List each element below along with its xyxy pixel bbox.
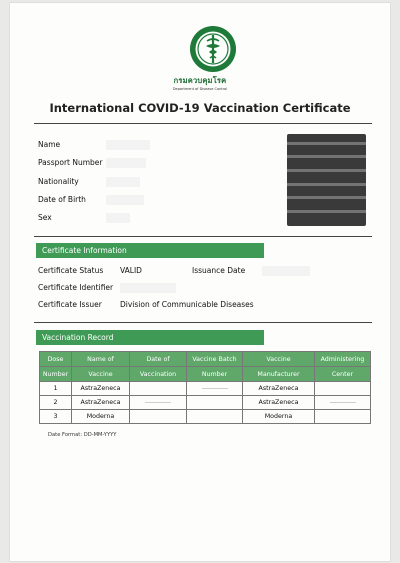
vaccine-name-cell: AstraZeneca xyxy=(72,396,130,410)
certificate-issuer-label: Certificate Issuer xyxy=(38,300,102,309)
column-header: Vaccine xyxy=(72,367,130,382)
redacted-sex xyxy=(106,213,130,223)
column-header: Number xyxy=(187,367,243,382)
manufacturer-cell: AstraZeneca xyxy=(243,396,315,410)
column-header: Manufacturer xyxy=(243,367,315,382)
certificate-status-value: VALID xyxy=(120,266,142,275)
column-header: Center xyxy=(315,367,371,382)
manufacturer-cell: Moderna xyxy=(243,410,315,424)
vaccination-record-header: Vaccination Record xyxy=(36,330,264,345)
redacted-name xyxy=(106,140,150,150)
redacted-center-cell xyxy=(315,410,371,424)
redacted-batch-cell xyxy=(187,410,243,424)
column-header: Date of xyxy=(130,352,187,367)
certificate-divider xyxy=(34,322,372,323)
redacted-nationality xyxy=(106,177,140,187)
table-row xyxy=(40,382,371,396)
page-title: International COVID-19 Vaccination Certificate xyxy=(49,101,351,115)
ministry-name-english: Department of Disease Control xyxy=(172,87,228,91)
nationality-label: Nationality xyxy=(38,177,79,186)
vaccine-name-cell: AstraZeneca xyxy=(72,382,130,396)
table-header-row-bottom xyxy=(40,367,371,382)
certificate-issuer-value: Division of Communicable Diseases xyxy=(120,300,254,309)
issuance-date-label: Issuance Date xyxy=(192,266,246,275)
redacted-certificate-identifier xyxy=(120,283,176,293)
redacted-batch-cell xyxy=(187,382,243,396)
redacted-date-of-birth xyxy=(106,195,144,205)
certificate-page xyxy=(10,3,390,561)
column-header: Administering xyxy=(315,352,371,367)
table-row xyxy=(40,396,371,410)
title-divider xyxy=(34,123,372,124)
redacted-center-cell xyxy=(315,396,371,410)
manufacturer-cell: AstraZeneca xyxy=(243,382,315,396)
redacted-date-cell xyxy=(130,410,187,424)
column-header: Vaccine xyxy=(243,352,315,367)
redacted-qr-code xyxy=(287,134,366,226)
redacted-center-cell xyxy=(315,382,371,396)
certificate-information-header: Certificate Information xyxy=(36,243,264,258)
redacted-date-cell xyxy=(130,382,187,396)
vaccine-name-cell: Moderna xyxy=(72,410,130,424)
ministry-name-thai: กรมควบคุมโรค xyxy=(173,76,227,85)
passport-number-label: Passport Number xyxy=(38,158,103,167)
dose-number-cell: 1 xyxy=(40,382,72,396)
table-header-row-top xyxy=(40,352,371,367)
column-header: Name of xyxy=(72,352,130,367)
column-header: Vaccination xyxy=(130,367,187,382)
certificate-identifier-label: Certificate Identifier xyxy=(38,283,114,292)
date-format-note: Date Format: DD-MM-YYYY xyxy=(48,432,117,438)
column-header: Number xyxy=(40,367,72,382)
date-of-birth-label: Date of Birth xyxy=(38,195,86,204)
ministry-seal-icon xyxy=(189,25,237,73)
name-label: Name xyxy=(38,140,61,149)
vaccination-record-table xyxy=(39,351,371,424)
column-header: Vaccine Batch xyxy=(187,352,243,367)
sex-label: Sex xyxy=(38,213,52,222)
redacted-passport-number xyxy=(106,158,146,168)
dose-number-cell: 2 xyxy=(40,396,72,410)
holder-divider xyxy=(34,236,372,237)
redacted-date-cell xyxy=(130,396,187,410)
certificate-status-label: Certificate Status xyxy=(38,266,104,275)
column-header: Dose xyxy=(40,352,72,367)
dose-number-cell: 3 xyxy=(40,410,72,424)
redacted-batch-cell xyxy=(187,396,243,410)
redacted-issuance-date xyxy=(262,266,310,276)
table-row xyxy=(40,410,371,424)
